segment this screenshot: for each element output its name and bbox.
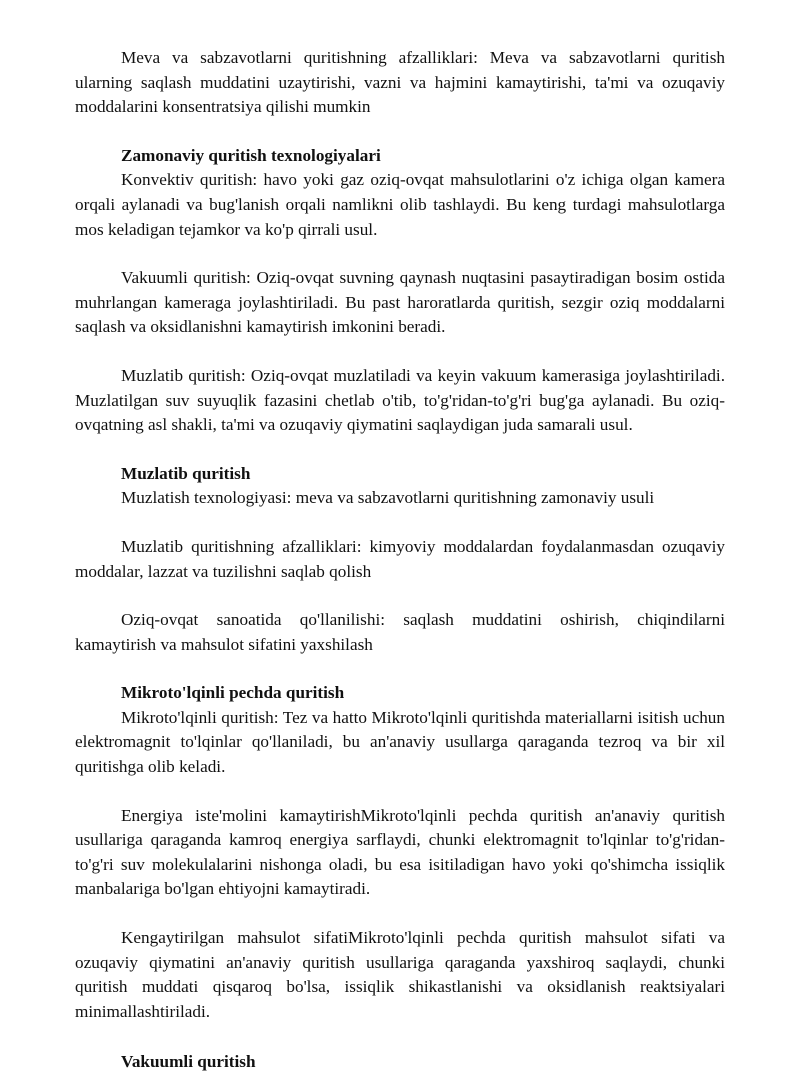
document-page xyxy=(75,46,725,1075)
paragraph-freeze-drying-advantages: Muzlatib quritishning afzalliklari: kimyoviy moddalardan foydalanmasdan ozuqaviy moddalar, lazzat va tuzilishni saqlab qolish xyxy=(75,536,725,581)
heading-vacuum-drying: Vakuumli quritish xyxy=(121,1052,256,1072)
paragraph-convective-drying: Konvektiv quritish: havo yoki gaz oziq-ovqat mahsulotlarini o'z ichiga olgan kamera orqali aylanadi va bug'lanish orqali namlikni olib tashlaydi. Bu keng turdagi mahsulotlarga mos keladigan tejamkor va ko'p qirrali usul. xyxy=(75,170,725,239)
paragraph-energy-consumption: Energiya iste'molini kamaytirishMikroto'lqinli pechda quritish an'anaviy quritish usullariga qaraganda kamroq energiya sarflaydi, chunki elektromagnit to'lqinlar to'g'ridan-to'g'ri suv molekulalarini nishonga oladi, bu esa isitiladigan havo yoki qo'shimcha issiqlik manbalariga bo'lgan ehtiyojni kamaytiradi. xyxy=(75,805,725,899)
paragraph-product-quality: Kengaytirilgan mahsulot sifatiMikroto'lqinli pechda quritish mahsulot sifati va ozuqaviy qiymatini an'anaviy quritish usullariga qaraganda yaxshiroq saqlaydi, chunki quritish muddati qisqaroq bo'lsa, issiqlik shikastlanishi va oksidlanish reaktsiyalari minimallashtiriladi. xyxy=(75,928,725,1021)
paragraph-vacuum-drying: Vakuumli quritish: Oziq-ovqat suvning qaynash nuqtasini pasaytiradigan bosim ostida muhrlangan kameraga joylashtiriladi. Bu past haroratlarda quritish, sezgir oziq moddalarni saqlash va oksidlanishni kamaytirish imkonini beradi. xyxy=(75,268,725,337)
paragraph-freeze-drying: Muzlatib quritish: Oziq-ovqat muzlatiladi va keyin vakuum kamerasiga joylashtiriladi. Muzlatilgan suv suyuqlik fazasini chetlab o'tib, to'g'ridan-to'g'ri bug'ga aylanadi. Bu oziq-ovqatning asl shakli, ta'mi va ozuqaviy qiymatini saqlaydigan juda samarali usul. xyxy=(75,365,725,435)
paragraph-microwave-drying: Mikroto'lqinli quritish: Tez va hatto Mikroto'lqinli quritishda materiallarni isitish uchun elektromagnit to'lqinlar qo'llaniladi, bu an'anaviy usullarga qaraganda tezroq va bir xil quritishga olib keladi. xyxy=(75,707,725,777)
heading-microwave-drying: Mikroto'lqinli pechda quritish xyxy=(121,683,345,703)
paragraph-freezing-technology: Muzlatish texnologiyasi: meva va sabzavotlarni quritishning zamonaviy usuli xyxy=(121,488,655,508)
paragraph-drying-advantages: Meva va sabzavotlarni quritishning afzalliklari: Meva va sabzavotlarni quritish ularning saqlash muddatini uzaytirishi, vazni va hajmini kamaytirishi, ta'mi va ozuqaviy moddalarini konsentratsiya qilishi mumkin xyxy=(75,48,725,117)
heading-modern-drying-technologies: Zamonaviy quritish texnologiyalari xyxy=(121,145,381,165)
paragraph-food-industry-application: Oziq-ovqat sanoatida qo'llanilishi: saqlash muddatini oshirish, chiqindilarni kamaytirish va mahsulot sifatini yaxshilash xyxy=(75,610,725,654)
heading-freeze-drying: Muzlatib quritish xyxy=(121,463,251,483)
